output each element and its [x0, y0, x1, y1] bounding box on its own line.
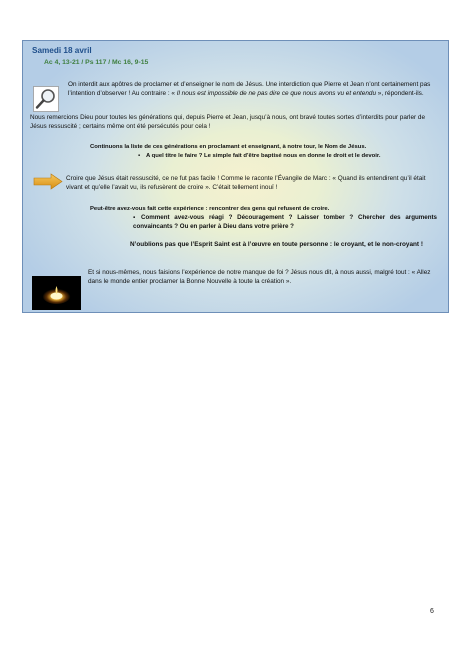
page-number: 6 — [430, 608, 434, 615]
paragraph-remerciement: Nous remercions Dieu pour toutes les générations qui, depuis Pierre et Jean, jusqu’à nous, ont bravé toutes sortes d’interdits pour parler de Jésus ressuscité ; certains même ont été persécutés pour cela ! — [30, 114, 426, 130]
paragraph-esprit-saint: N’oublions pas que l’Esprit Saint est à l’œuvre en toute personne : le croyant, et le non-croyant ! — [130, 241, 423, 248]
bullet-item-reaction: ▪ Comment avez-vous réagi ? Découragement ? Laisser tomber ? Chercher des arguments convaincants ? Ou en parler à Dieu dans votre prière ? — [133, 214, 437, 230]
paragraph-manque-de-foi: Et si nous-mêmes, nous faisions l’expérience de notre manque de foi ? Jésus nous dit, à nous aussi, malgré tout : « Allez dans le monde entier proclamer la Bonne Nouvelle à toute la création ». — [88, 269, 431, 285]
magnifying-glass-icon — [33, 86, 59, 112]
candle-icon — [32, 276, 81, 310]
scripture-references: Ac 4, 13-21 / Ps 117 / Mc 16, 9-15 — [44, 59, 149, 66]
bullet-item-titre: ▪ A quel titre le faire ? Le simple fait d’être baptisé nous en donne le droit et le devoir. — [138, 153, 381, 159]
paragraph-experience: Peut-être avez-vous fait cette expérience : rencontrer des gens qui refusent de croire. — [90, 206, 330, 212]
paragraph-continuons: Continuons la liste de ces générations en proclamant et enseignant, à notre tour, le Nom de Jésus. — [90, 144, 367, 150]
day-title: Samedi 18 avril — [32, 46, 92, 55]
arrow-right-icon — [33, 173, 63, 190]
paragraph-croire: Croire que Jésus était ressuscité, ce ne fut pas facile ! Comme le raconte l’Évangile de Marc : « Quand ils entendirent qu’il était vivant et qu’elle l’avait vu, ils refusèrent de croire ». C’était tellement inouï ! — [66, 175, 426, 191]
paragraph-interdiction: On interdit aux apôtres de proclamer et d’enseigner le nom de Jésus. Une interdiction que Pierre et Jean n’ont certainement pas l’intention d’observer ! Au contraire : « Il nous est impossible de ne pas dire ce que nous avons vu et entendu », répondent-ils. — [68, 81, 431, 97]
bullet-icon: ▪ — [133, 214, 136, 221]
bullet-icon: ▪ — [138, 153, 141, 159]
